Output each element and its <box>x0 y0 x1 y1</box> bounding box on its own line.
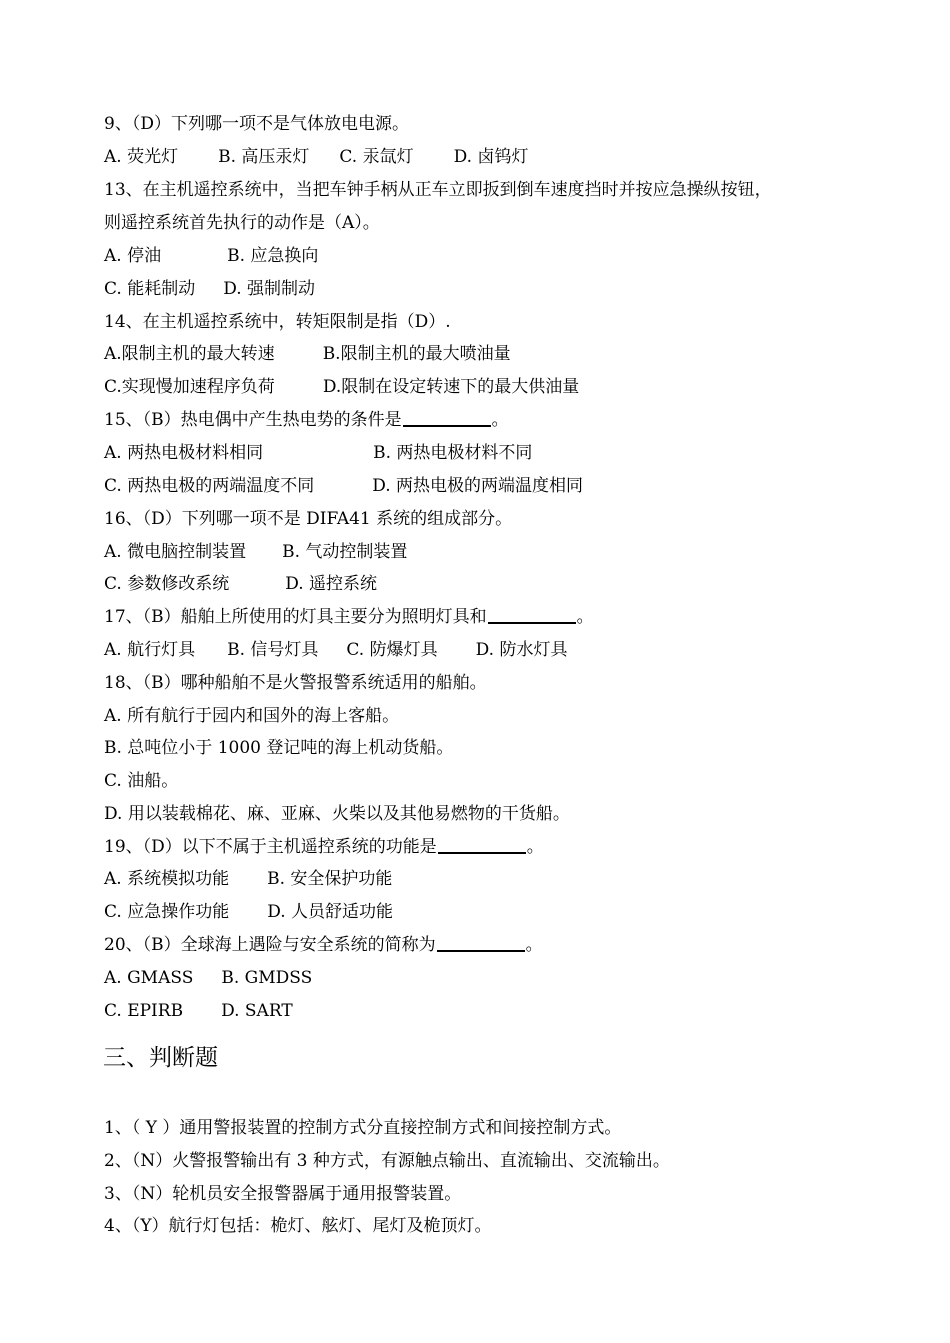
question-13-options-ab <box>104 244 318 268</box>
question-text: 13、在主机遥控系统中，当把车钟手柄从正车立即扳到倒车速度挡时并按应急操纵按钮， <box>104 180 772 200</box>
question-text: 14、在主机遥控系统中，转矩限制是指（D）. <box>104 312 451 332</box>
question-18-option-b <box>104 736 453 760</box>
option-a: A. 停油 <box>104 246 162 266</box>
question-text-end: 。 <box>525 935 543 955</box>
option-d: D. 两热电极的两端温度相同 <box>372 476 584 496</box>
question-text-end: 。 <box>491 410 509 430</box>
question-14-stem <box>104 310 451 334</box>
question-19-options-ab <box>104 867 392 891</box>
option-b: B. 应急换向 <box>227 246 319 266</box>
option-c: C.实现慢加速程序负荷 <box>104 377 275 397</box>
option-c: C. EPIRB <box>104 1001 184 1021</box>
option-c: C. 防爆灯具 <box>346 640 438 660</box>
option-c: C. 能耗制动 <box>104 279 196 299</box>
option-d: D.限制在设定转速下的最大供油量 <box>322 377 580 397</box>
tf-item-3: 3、（N）轮机员安全报警器属于通用报警装置。 <box>104 1184 462 1204</box>
option-a: A.限制主机的最大转速 <box>104 344 275 364</box>
answer-blank <box>438 836 526 854</box>
tf-item-4: 4、（Y）航行灯包括：桅灯、舷灯、尾灯及桅顶灯。 <box>104 1216 492 1236</box>
question-text-end: 。 <box>526 837 544 857</box>
option-a: A. 所有航行于园内和国外的海上客船。 <box>104 706 400 726</box>
tf-item-2: 2、（N）火警报警输出有 3 种方式，有源触点输出、直流输出、交流输出。 <box>104 1151 670 1171</box>
question-text: 则遥控系统首先执行的动作是（A）。 <box>104 213 380 233</box>
question-text: 17、（B）船舶上所使用的灯具主要分为照明灯具和 <box>104 607 487 627</box>
question-16-options-ab <box>104 540 407 564</box>
option-c: C. 油船。 <box>104 771 179 791</box>
answer-blank <box>403 409 491 427</box>
option-b: B. 总吨位小于 1000 登记吨的海上机动货船。 <box>104 738 454 758</box>
option-c: C. 汞氙灯 <box>339 147 414 167</box>
question-20-stem <box>104 933 543 957</box>
option-d: D. 卤钨灯 <box>453 147 529 167</box>
question-18-option-d <box>104 802 570 826</box>
question-15-stem <box>104 408 509 432</box>
question-16-options-cd <box>104 572 377 596</box>
option-a: A. 航行灯具 <box>104 640 196 660</box>
option-a: A. 微电脑控制装置 <box>104 542 247 562</box>
question-9-options <box>104 145 528 169</box>
option-d: D. 人员舒适功能 <box>267 902 394 922</box>
question-15-options-ab <box>104 441 532 465</box>
question-16-stem <box>104 507 512 531</box>
question-17-stem <box>104 605 594 629</box>
option-b: B. GMDSS <box>221 968 313 988</box>
question-18-stem <box>104 671 487 695</box>
option-b: B. 两热电极材料不同 <box>373 443 533 463</box>
question-14-options-cd <box>104 375 579 399</box>
question-text: 15、（B）热电偶中产生热电势的条件是 <box>104 410 402 430</box>
answer-blank <box>488 606 576 624</box>
option-a: A. GMASS <box>104 968 194 988</box>
option-c: C. 参数修改系统 <box>104 574 230 594</box>
question-19-stem <box>104 835 544 859</box>
option-b: B. 信号灯具 <box>227 640 319 660</box>
question-13-stem-line2 <box>104 211 380 235</box>
option-c: C. 两热电极的两端温度不同 <box>104 476 315 496</box>
option-c: C. 应急操作功能 <box>104 902 230 922</box>
option-d: D. 用以装载棉花、麻、亚麻、火柴以及其他易燃物的干货船。 <box>104 804 570 824</box>
option-d: D. 强制制动 <box>223 279 316 299</box>
question-13-stem-line1 <box>104 178 772 202</box>
option-b: B. 安全保护功能 <box>267 869 393 889</box>
option-b: B.限制主机的最大喷油量 <box>322 344 511 364</box>
question-text: 20、（B）全球海上遇险与安全系统的简称为 <box>104 935 436 955</box>
option-b: B. 高压汞灯 <box>218 147 310 167</box>
option-d: D. SART <box>221 1001 293 1021</box>
question-18-option-a <box>104 704 399 728</box>
question-19-options-cd <box>104 900 393 924</box>
option-a: A. 两热电极材料相同 <box>104 443 264 463</box>
question-text: 9、（D）下列哪一项不是气体放电电源。 <box>104 114 409 134</box>
question-text: 18、（B）哪种船舶不是火警报警系统适用的船舶。 <box>104 673 487 693</box>
answer-blank <box>437 934 525 952</box>
section-heading-true-false: 三、判断题 <box>103 1045 218 1071</box>
question-9-stem <box>104 112 409 136</box>
question-20-options-cd <box>104 999 293 1023</box>
question-14-options-ab <box>104 342 511 366</box>
question-text: 16、（D）下列哪一项不是 DIFA41 系统的组成部分。 <box>104 509 513 529</box>
question-18-option-c <box>104 769 178 793</box>
question-text-end: 。 <box>576 607 594 627</box>
tf-item-1: 1、（ Y ）通用警报装置的控制方式分直接控制方式和间接控制方式。 <box>104 1118 622 1138</box>
question-text: 19、（D）以下不属于主机遥控系统的功能是 <box>104 837 437 857</box>
question-15-options-cd <box>104 474 583 498</box>
question-17-options <box>104 638 567 662</box>
question-20-options-ab <box>104 966 312 990</box>
question-13-options-cd <box>104 277 315 301</box>
option-a: A. 荧光灯 <box>104 147 179 167</box>
option-d: D. 防水灯具 <box>475 640 568 660</box>
option-d: D. 遥控系统 <box>285 574 378 594</box>
option-a: A. 系统模拟功能 <box>104 869 230 889</box>
option-b: B. 气动控制装置 <box>282 542 408 562</box>
